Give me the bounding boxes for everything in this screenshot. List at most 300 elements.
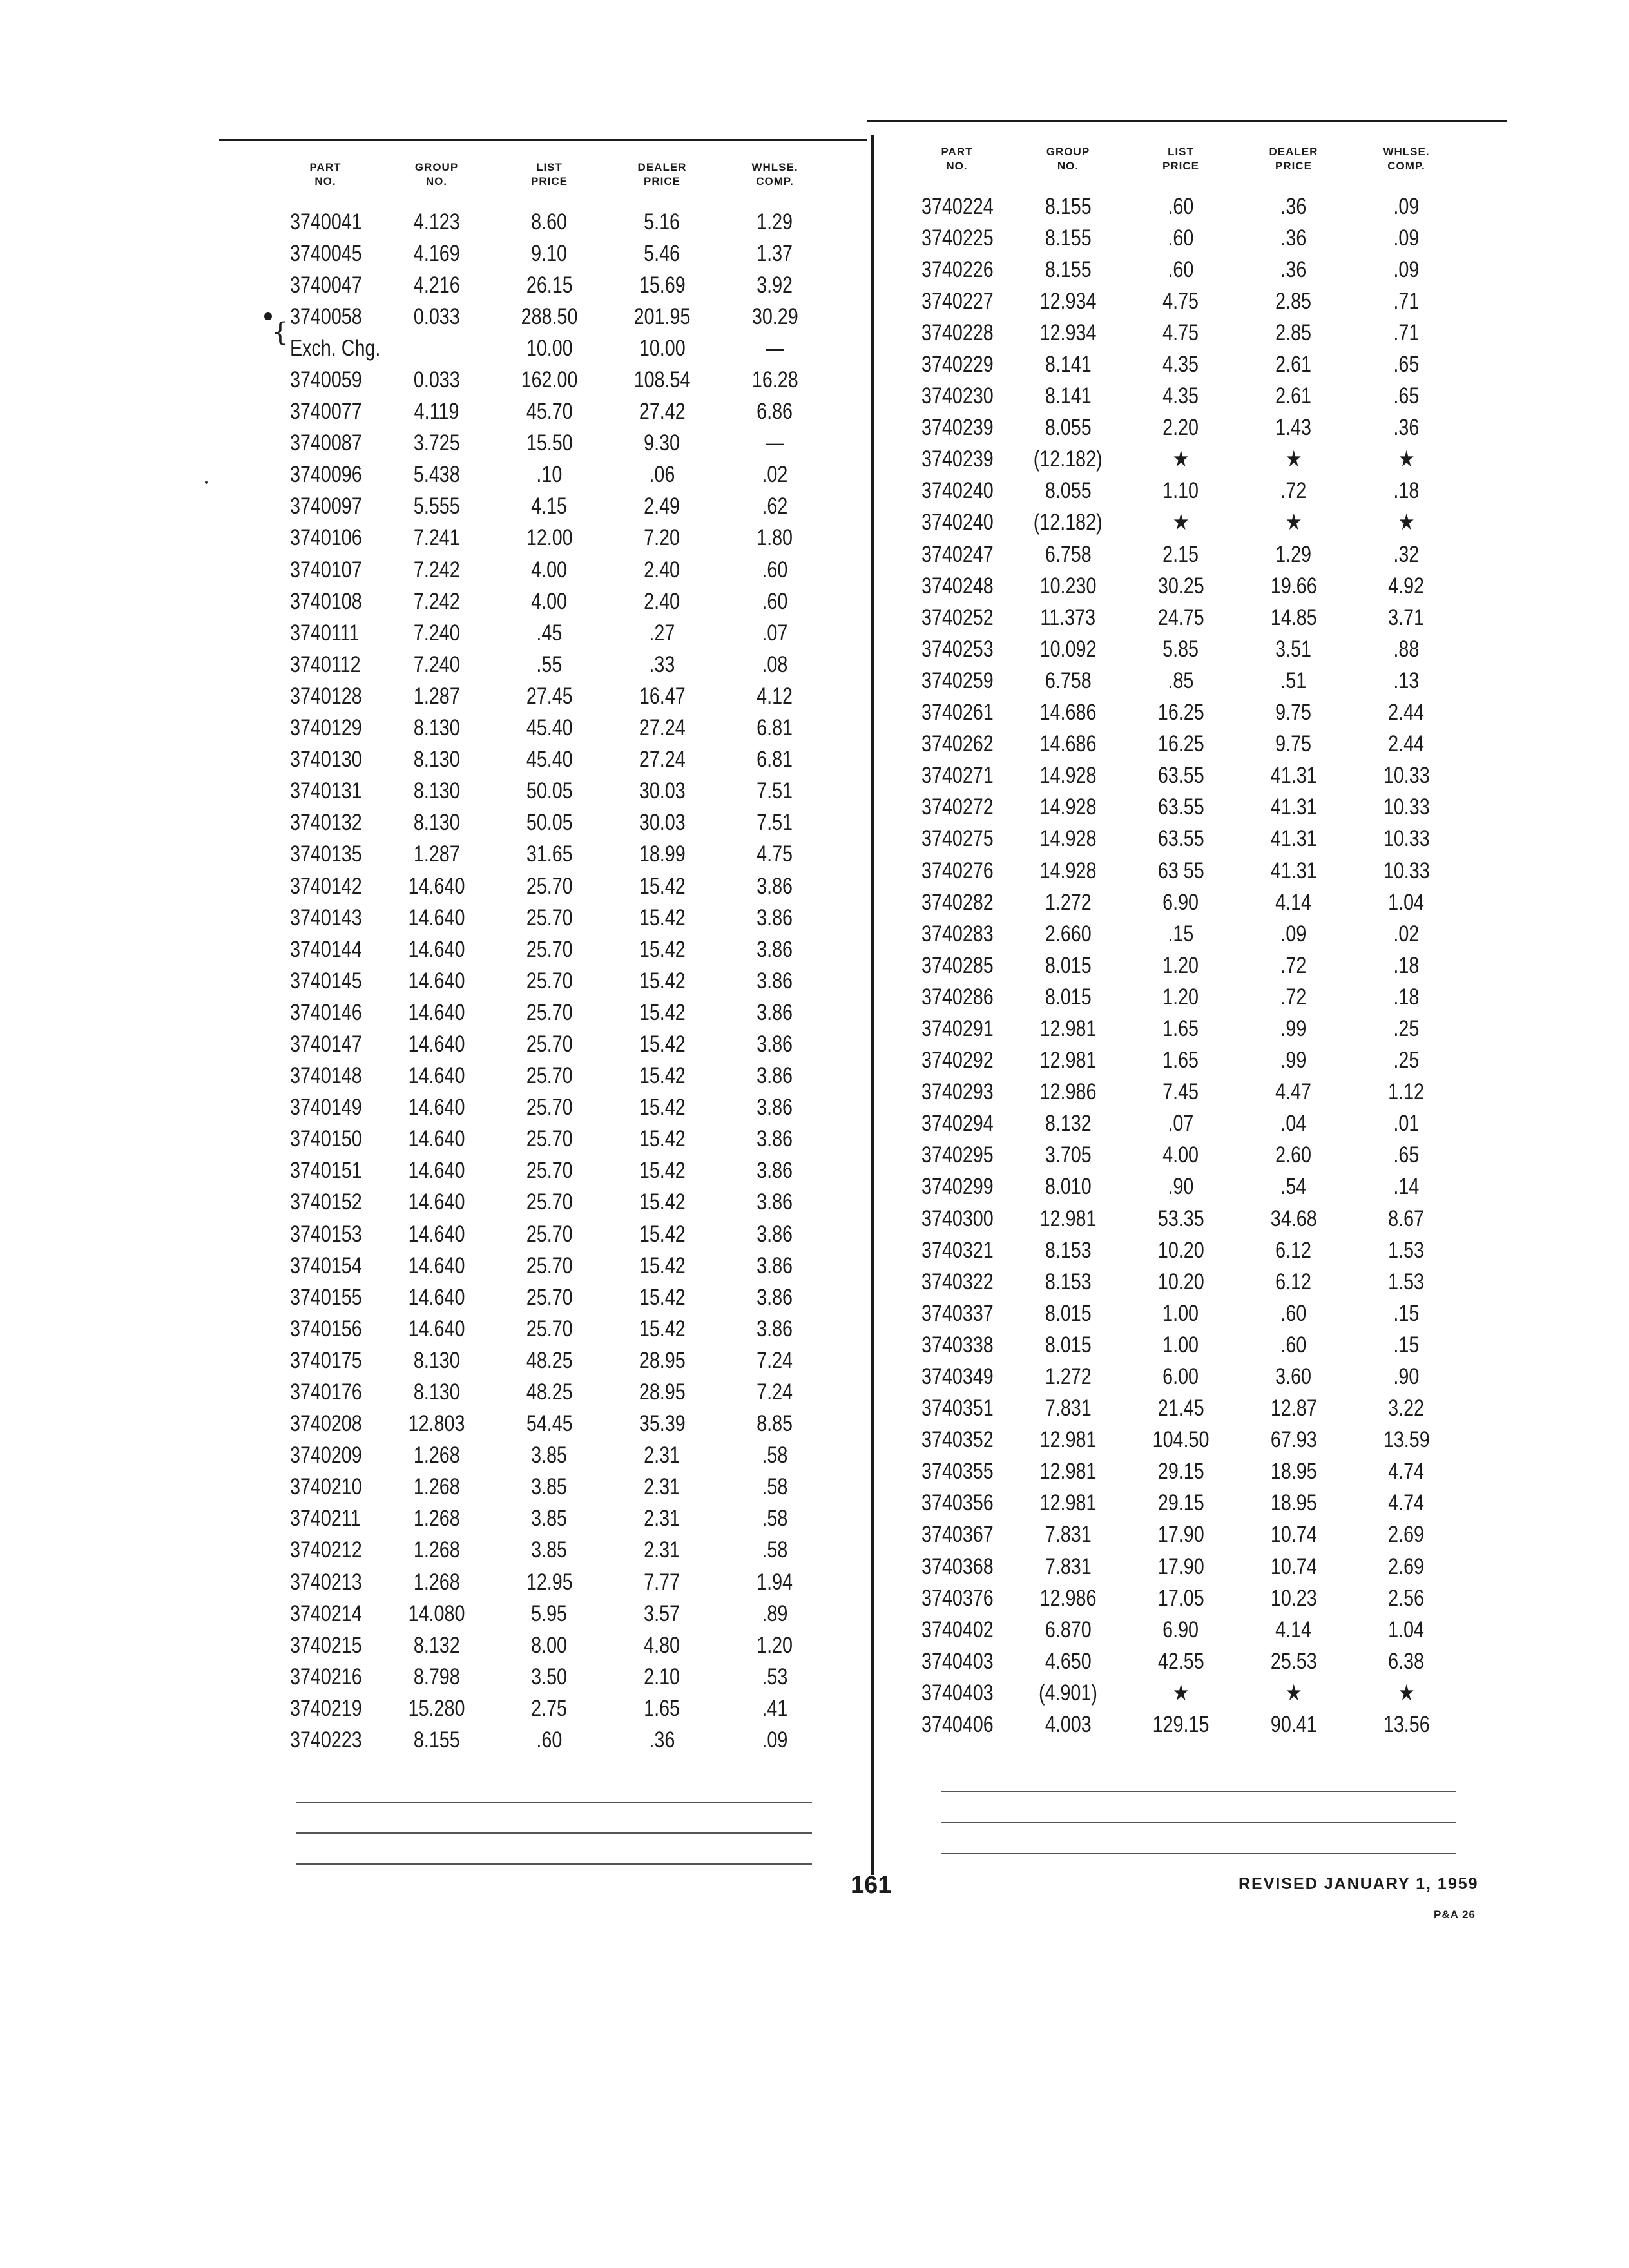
- table-row: [902, 792, 1469, 823]
- part-no-cell: [271, 1443, 380, 1468]
- table-row: [902, 1709, 1469, 1741]
- list-price-cell-text: 16.25: [1157, 700, 1204, 726]
- list-price-cell: [493, 1601, 606, 1627]
- part-no-cell: [271, 241, 380, 267]
- part-no-cell-text: 3740128: [290, 683, 362, 709]
- list-price-cell-text: 1.20: [1162, 952, 1199, 978]
- list-price-cell-text: 25.70: [526, 1095, 573, 1120]
- dealer-price-cell: [606, 1032, 718, 1057]
- whlse-comp-cell-text: .18: [1393, 952, 1420, 978]
- part-no-cell-text: 3740059: [290, 367, 362, 393]
- list-price-cell-text: 12.95: [526, 1569, 573, 1595]
- whlse-comp-cell: [1350, 1680, 1463, 1706]
- group-no-cell-text: 8.153: [1045, 1237, 1092, 1263]
- table-row: [902, 285, 1469, 317]
- dealer-price-cell: [1237, 257, 1350, 283]
- list-price-cell-text: 12.00: [526, 525, 573, 551]
- list-price-cell: [493, 1633, 606, 1658]
- whlse-comp-cell-text: .58: [762, 1537, 788, 1563]
- header-group-no: GROUP NO.: [1046, 146, 1090, 172]
- table-row: [271, 428, 838, 459]
- group-no-cell-text: 10.230: [1039, 573, 1097, 599]
- left-table-header: [271, 152, 838, 197]
- list-price-cell: [1124, 668, 1237, 694]
- list-price-cell: [1124, 1206, 1237, 1232]
- part-no-cell-text: 3740150: [290, 1126, 362, 1152]
- group-no-cell-text: 1.268: [413, 1443, 460, 1468]
- group-no-cell: [1012, 257, 1124, 283]
- dealer-price-cell-text: .36: [649, 1727, 675, 1753]
- list-price-cell: [1124, 1680, 1237, 1706]
- whlse-comp-cell-text: 2.44: [1388, 731, 1425, 757]
- table-row: [271, 459, 838, 491]
- part-no-cell: [271, 273, 380, 298]
- list-price-cell: [1124, 320, 1237, 346]
- dealer-price-cell: [606, 209, 718, 235]
- dealer-price-cell-text: .60: [1280, 1300, 1307, 1326]
- whlse-comp-cell: [1350, 1649, 1463, 1675]
- whlse-comp-cell: [1350, 985, 1463, 1010]
- part-no-cell-text: 3740144: [290, 936, 362, 962]
- dealer-price-cell: [606, 1570, 718, 1595]
- part-no-cell-text: 3740240: [921, 510, 994, 535]
- whlse-comp-cell: [1350, 1016, 1463, 1042]
- group-no-cell: [380, 589, 493, 615]
- table-row: [902, 570, 1469, 602]
- group-no-cell-text: 14.640: [408, 1063, 465, 1089]
- whlse-comp-cell-text: 13.56: [1383, 1712, 1430, 1738]
- group-no-cell: [1012, 1048, 1124, 1073]
- group-no-cell-text: 12.981: [1039, 1459, 1097, 1485]
- group-no-cell: [380, 874, 493, 899]
- part-no-cell-text: 3740291: [921, 1015, 994, 1041]
- list-price-cell: [493, 1095, 606, 1120]
- group-no-cell-text: 14.640: [408, 1158, 465, 1184]
- group-no-cell: [1012, 605, 1124, 631]
- dealer-price-cell-text: 15.42: [639, 873, 686, 899]
- whlse-comp-cell-text: —: [766, 335, 784, 361]
- whlse-comp-cell: [1350, 1111, 1463, 1137]
- whlse-comp-cell: [718, 1222, 831, 1247]
- part-no-cell-text: 3740135: [290, 841, 362, 867]
- part-no-cell-text: 3740338: [921, 1332, 994, 1358]
- list-price-cell-text: 2.75: [531, 1695, 568, 1721]
- list-price-cell: [493, 494, 606, 519]
- part-no-cell: [902, 858, 1012, 884]
- dealer-price-cell: [1237, 1586, 1350, 1611]
- whlse-comp-cell-text: .60: [762, 557, 788, 582]
- list-price-cell-text: 42.55: [1157, 1648, 1204, 1674]
- part-no-cell-text: 3740112: [290, 651, 361, 677]
- table-row: [902, 1045, 1469, 1077]
- part-no-cell-text: 3740215: [290, 1632, 362, 1658]
- whlse-comp-cell-text: 16.28: [751, 367, 798, 393]
- dealer-price-cell-text: 1.43: [1275, 415, 1312, 441]
- list-price-cell: [1124, 1142, 1237, 1168]
- dealer-price-cell: [1237, 637, 1350, 662]
- list-price-cell-text: 25.70: [526, 873, 573, 899]
- group-no-cell-text: 14.640: [408, 1316, 465, 1341]
- whlse-comp-cell: [1350, 826, 1463, 852]
- whlse-comp-cell-text: 4.74: [1388, 1490, 1425, 1516]
- list-price-cell: [1124, 510, 1237, 535]
- part-no-cell: [902, 700, 1012, 726]
- list-price-cell-text: 25.70: [526, 1031, 573, 1057]
- dealer-price-cell-text: 15.42: [639, 1095, 686, 1120]
- dealer-price-cell-text: 41.31: [1270, 794, 1317, 820]
- part-no-cell: [902, 573, 1012, 599]
- dealer-price-cell-text: 2.31: [644, 1474, 680, 1500]
- whlse-comp-cell: [718, 1095, 831, 1120]
- whlse-comp-cell-text: .41: [762, 1695, 788, 1721]
- whlse-comp-cell-text: .09: [1393, 225, 1420, 251]
- group-no-cell: [380, 810, 493, 836]
- dealer-price-cell-text: 7.20: [644, 525, 680, 551]
- list-price-cell: [1124, 605, 1237, 631]
- group-no-cell: [380, 1222, 493, 1247]
- part-no-cell: [271, 1189, 380, 1215]
- list-price-cell: [493, 1379, 606, 1405]
- list-price-cell-text: 4.75: [1162, 288, 1199, 314]
- table-row: [271, 491, 838, 523]
- table-row: [271, 1503, 838, 1535]
- whlse-comp-cell-text: .62: [762, 494, 788, 519]
- group-no-cell-text: 5.438: [413, 462, 460, 488]
- dealer-price-cell: [606, 1727, 718, 1753]
- list-price-cell: [1124, 1490, 1237, 1516]
- dealer-price-cell: [606, 715, 718, 741]
- dealer-price-cell: [1237, 573, 1350, 599]
- part-no-cell-text: 3740106: [290, 525, 362, 551]
- dealer-price-cell-text: 90.41: [1270, 1712, 1317, 1738]
- dealer-price-cell: [606, 905, 718, 931]
- whlse-comp-cell-text: 2.56: [1388, 1585, 1425, 1611]
- group-no-cell-text: 12.981: [1039, 1427, 1097, 1453]
- dealer-price-cell: [1237, 985, 1350, 1010]
- part-no-cell: [271, 462, 380, 488]
- dealer-price-cell-text: .36: [1280, 193, 1307, 219]
- part-no-cell: [902, 1490, 1012, 1516]
- list-price-cell: [493, 1253, 606, 1279]
- part-no-cell: [271, 841, 380, 867]
- dealer-price-cell-text: 2.31: [644, 1506, 680, 1532]
- list-price-cell-text: 3.85: [531, 1537, 568, 1563]
- dealer-price-cell-text: 3.60: [1275, 1364, 1312, 1390]
- group-no-cell: [1012, 921, 1124, 947]
- dealer-price-cell: [606, 367, 718, 393]
- part-no-cell-text: 3740300: [921, 1206, 994, 1231]
- part-no-cell: [271, 747, 380, 773]
- part-no-cell: [902, 668, 1012, 694]
- dealer-price-cell-text: 2.61: [1275, 352, 1312, 378]
- part-no-cell: [271, 1126, 380, 1152]
- top-rule-right: [867, 120, 1507, 122]
- group-no-cell: [1012, 226, 1124, 251]
- table-row: [271, 649, 838, 680]
- part-no-cell-text: 3740077: [290, 399, 362, 425]
- part-no-cell: [902, 1364, 1012, 1390]
- whlse-comp-cell-text: 6.81: [757, 715, 793, 741]
- dealer-price-cell: [606, 399, 718, 425]
- whlse-comp-cell-text: 2.44: [1388, 700, 1425, 726]
- list-price-cell: [1124, 415, 1237, 441]
- dealer-price-cell-text: .60: [1280, 1332, 1307, 1358]
- whlse-comp-cell-text: .09: [762, 1727, 788, 1753]
- part-no-cell-text: 3740403: [921, 1648, 994, 1674]
- whlse-comp-cell: [1350, 1206, 1463, 1232]
- whlse-comp-cell-text: 7.24: [757, 1379, 793, 1405]
- list-price-cell: [493, 1158, 606, 1184]
- dealer-price-cell-text: 19.66: [1270, 573, 1317, 599]
- part-no-cell: [902, 731, 1012, 757]
- list-price-cell: [493, 209, 606, 235]
- list-price-cell-text: 1.65: [1162, 1015, 1199, 1041]
- whlse-comp-cell: [718, 1570, 831, 1595]
- list-price-cell-text: 21.45: [1157, 1396, 1204, 1421]
- list-price-cell-text: .90: [1168, 1174, 1194, 1200]
- dealer-price-cell-text: 2.40: [644, 588, 680, 614]
- group-no-cell-text: 14.928: [1039, 826, 1097, 852]
- table-row: [271, 554, 838, 586]
- dealer-price-cell: [606, 747, 718, 773]
- list-price-cell-text: 2.15: [1162, 541, 1199, 567]
- part-no-cell-text: 3740130: [290, 747, 362, 773]
- group-no-cell-text: 0.033: [413, 303, 460, 329]
- part-no-cell: [902, 447, 1012, 472]
- group-no-cell-text: 8.055: [1045, 478, 1092, 504]
- list-price-cell: [493, 1285, 606, 1311]
- group-no-cell-text: 3.705: [1045, 1142, 1092, 1168]
- list-price-cell-text: 3.85: [531, 1443, 568, 1468]
- group-no-cell-text: 14.640: [408, 999, 465, 1025]
- group-no-cell-text: 7.242: [413, 557, 460, 582]
- dealer-price-cell-text: ★: [1285, 510, 1302, 535]
- group-no-cell-text: 7.242: [413, 588, 460, 614]
- list-price-cell-text: 50.05: [526, 778, 573, 804]
- group-no-cell: [1012, 985, 1124, 1010]
- part-no-cell-text: 3740295: [921, 1142, 994, 1168]
- whlse-comp-cell-text: .09: [1393, 256, 1420, 282]
- whlse-comp-cell-text: 3.22: [1388, 1396, 1425, 1421]
- header-part-no: PART NO.: [309, 161, 342, 187]
- list-price-cell-text: 27.45: [526, 683, 573, 709]
- dealer-price-cell: [1237, 921, 1350, 947]
- list-price-cell: [1124, 985, 1237, 1010]
- part-no-cell: [271, 1379, 380, 1405]
- dealer-price-cell: [1237, 352, 1350, 378]
- list-price-cell-text: 4.35: [1162, 352, 1199, 378]
- group-no-cell: [1012, 700, 1124, 726]
- dealer-price-cell: [1237, 763, 1350, 789]
- blank-line: [941, 1791, 1456, 1792]
- list-price-cell-text: 4.00: [531, 588, 568, 614]
- table-row: [902, 254, 1469, 285]
- whlse-comp-cell-text: 7.51: [757, 778, 793, 804]
- dealer-price-cell-text: 2.85: [1275, 320, 1312, 345]
- part-no-cell-text: 3740223: [290, 1727, 362, 1753]
- part-no-cell: [271, 1000, 380, 1026]
- group-no-cell: [380, 1348, 493, 1374]
- group-no-cell-text: 1.272: [1045, 1364, 1092, 1390]
- part-no-cell-text: 3740228: [921, 320, 994, 345]
- list-price-cell: [1124, 1016, 1237, 1042]
- list-price-cell: [493, 589, 606, 615]
- table-row: [271, 902, 838, 934]
- group-no-cell-text: 2.660: [1045, 921, 1092, 947]
- right-table-body: [902, 191, 1469, 1741]
- whlse-comp-cell-text: 3.86: [757, 1189, 793, 1215]
- part-no-cell-text: 3740271: [921, 763, 994, 789]
- part-no-cell: [902, 1554, 1012, 1580]
- list-price-cell-text: 25.70: [526, 905, 573, 930]
- list-price-cell-text: 3.85: [531, 1506, 568, 1532]
- part-no-cell: [902, 605, 1012, 631]
- table-row: [902, 1614, 1469, 1646]
- whlse-comp-cell: [718, 1411, 831, 1437]
- list-price-cell-text: 25.70: [526, 1126, 573, 1152]
- part-no-cell-text: 3740147: [290, 1031, 362, 1057]
- table-row: [271, 1408, 838, 1440]
- whlse-comp-cell-text: ★: [1398, 1680, 1415, 1706]
- group-no-cell-text: 12.981: [1039, 1206, 1097, 1231]
- whlse-comp-cell: [718, 1601, 831, 1627]
- dealer-price-cell-text: 3.57: [644, 1600, 680, 1626]
- part-no-cell-text: 3740227: [921, 288, 994, 314]
- whlse-comp-cell: [718, 1537, 831, 1563]
- part-no-cell-text: 3740224: [921, 193, 994, 219]
- part-no-cell-text: 3740045: [290, 240, 362, 266]
- list-price-cell: [1124, 1111, 1237, 1137]
- dealer-price-cell: [1237, 1332, 1350, 1358]
- list-price-cell-text: 25.70: [526, 1253, 573, 1278]
- header-list-price: LIST PRICE: [531, 161, 568, 187]
- part-no-cell: [271, 968, 380, 994]
- whlse-comp-cell-text: .65: [1393, 352, 1420, 378]
- table-row: [271, 1725, 838, 1756]
- group-no-cell: [380, 273, 493, 298]
- dealer-price-cell-text: 6.12: [1275, 1269, 1312, 1294]
- group-no-cell: [380, 747, 493, 773]
- part-no-cell: [902, 1522, 1012, 1548]
- whlse-comp-cell: [1350, 1554, 1463, 1580]
- list-price-cell: [493, 1664, 606, 1690]
- group-no-cell-text: 1.268: [413, 1537, 460, 1563]
- header-whlse-comp: WHLSE. COMP.: [751, 161, 798, 187]
- part-no-cell: [271, 1348, 380, 1374]
- whlse-comp-cell-text: 1.20: [757, 1632, 793, 1658]
- group-no-cell-text: 8.155: [1045, 225, 1092, 251]
- group-no-cell: [1012, 415, 1124, 441]
- whlse-comp-cell: [718, 684, 831, 709]
- part-no-cell-text: 3740208: [290, 1411, 362, 1437]
- dealer-price-cell: [606, 1696, 718, 1722]
- list-price-cell: [1124, 383, 1237, 409]
- part-no-cell-text: 3740229: [921, 352, 994, 378]
- part-no-cell: [902, 478, 1012, 504]
- list-price-cell: [493, 273, 606, 298]
- table-row: [271, 1345, 838, 1376]
- dealer-price-cell: [606, 874, 718, 899]
- dealer-price-cell-text: 15.42: [639, 905, 686, 930]
- part-no-cell: [271, 715, 380, 741]
- group-no-cell: [1012, 1016, 1124, 1042]
- left-price-table: [271, 152, 838, 1756]
- table-row: [271, 396, 838, 428]
- dealer-price-cell: [606, 336, 718, 361]
- part-no-cell-text: 3740230: [921, 383, 994, 409]
- part-no-cell-text: 3740285: [921, 952, 994, 978]
- table-row: [902, 539, 1469, 570]
- whlse-comp-cell-text: .65: [1393, 383, 1420, 409]
- whlse-comp-cell-text: 8.67: [1388, 1206, 1425, 1231]
- dealer-price-cell: [1237, 1396, 1350, 1421]
- group-no-cell: [380, 557, 493, 583]
- dealer-price-cell-text: 5.46: [644, 240, 680, 266]
- list-price-cell: [1124, 637, 1237, 662]
- dealer-price-cell-text: 15.42: [639, 1158, 686, 1184]
- dealer-price-cell: [1237, 1680, 1350, 1706]
- dealer-price-cell: [606, 1664, 718, 1690]
- dealer-price-cell: [1237, 794, 1350, 820]
- part-no-cell: [902, 415, 1012, 441]
- group-no-cell: [1012, 352, 1124, 378]
- list-price-cell: [1124, 1427, 1237, 1453]
- whlse-comp-cell-text: .02: [1393, 921, 1420, 947]
- list-price-cell: [493, 874, 606, 899]
- dealer-price-cell: [1237, 605, 1350, 631]
- list-price-cell: [493, 905, 606, 931]
- part-no-cell: [271, 652, 380, 678]
- list-price-cell-text: 54.45: [526, 1411, 573, 1437]
- part-no-cell-text: 3740403: [921, 1680, 994, 1706]
- whlse-comp-cell: [718, 1443, 831, 1468]
- part-no-cell: [271, 1474, 380, 1500]
- list-price-cell-text: 24.75: [1157, 604, 1204, 630]
- group-no-cell: [1012, 858, 1124, 884]
- part-no-cell: [271, 1158, 380, 1184]
- list-price-cell-text: 25.70: [526, 1284, 573, 1310]
- part-no-cell: [902, 826, 1012, 852]
- part-no-cell-text: 3740286: [921, 984, 994, 1010]
- header-group-no: GROUP NO.: [414, 161, 459, 187]
- top-rule-left: [219, 139, 867, 141]
- revision-date: REVISED JANUARY 1, 1959: [1239, 1875, 1479, 1893]
- whlse-comp-cell-text: 4.75: [757, 841, 793, 867]
- list-price-cell-text: 25.70: [526, 1316, 573, 1341]
- table-row: [271, 870, 838, 902]
- whlse-comp-cell-text: 3.86: [757, 936, 793, 962]
- whlse-comp-cell-text: 3.86: [757, 1221, 793, 1247]
- dealer-price-cell: [1237, 1364, 1350, 1390]
- whlse-comp-cell-text: 3.86: [757, 1031, 793, 1057]
- group-no-cell-text: 8.141: [1045, 352, 1092, 378]
- dealer-price-cell-text: 108.54: [633, 367, 691, 393]
- group-no-cell: [1012, 1142, 1124, 1168]
- table-row: [271, 1028, 838, 1060]
- table-row: [902, 1171, 1469, 1203]
- list-price-cell-text: 29.15: [1157, 1490, 1204, 1516]
- list-price-cell-text: 1.65: [1162, 1048, 1199, 1073]
- list-price-cell-text: 17.90: [1157, 1553, 1204, 1579]
- group-no-cell: [1012, 1617, 1124, 1643]
- group-no-cell-text: 8.798: [413, 1664, 460, 1689]
- group-no-cell-text: 12.803: [408, 1411, 465, 1437]
- table-row: [271, 617, 838, 649]
- dealer-price-cell-text: 10.00: [639, 335, 686, 361]
- dealer-price-cell: [606, 1253, 718, 1279]
- group-no-cell-text: 14.640: [408, 1253, 465, 1278]
- whlse-comp-cell-text: .15: [1393, 1332, 1420, 1358]
